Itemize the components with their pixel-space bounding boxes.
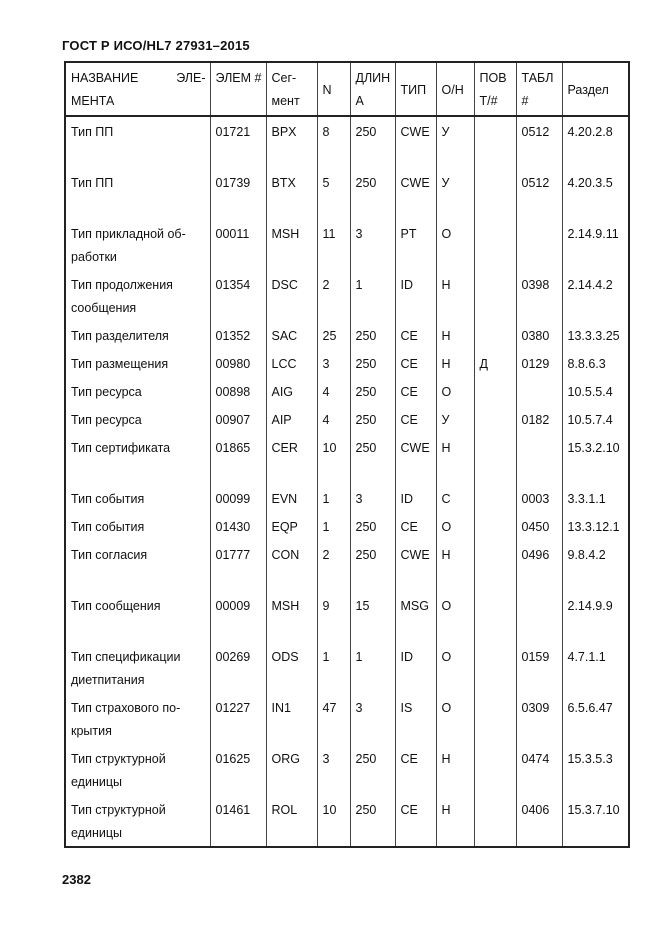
cell-tab: 0512	[516, 116, 562, 168]
cell-on: Н	[436, 270, 474, 321]
column-header-on: О/Н	[436, 62, 474, 116]
cell-n: 1	[317, 642, 350, 693]
cell-on: Н	[436, 321, 474, 349]
cell-len: 250	[350, 116, 395, 168]
cell-type: CE	[395, 349, 436, 377]
table-row	[65, 168, 629, 219]
cell-type: CE	[395, 405, 436, 433]
cell-tab: 0182	[516, 405, 562, 433]
table-row	[65, 377, 629, 405]
table-row	[65, 321, 629, 349]
cell-elem: 01721	[210, 116, 266, 168]
column-header-section: Раздел	[562, 62, 629, 116]
cell-name: Тип прикладной об-работки	[65, 219, 210, 270]
cell-len: 1	[350, 270, 395, 321]
cell-on: У	[436, 405, 474, 433]
table-row	[65, 693, 629, 744]
cell-name: Тип страхового по-крытия	[65, 693, 210, 744]
cell-on: О	[436, 377, 474, 405]
cell-type: CE	[395, 512, 436, 540]
cell-on: Н	[436, 540, 474, 591]
cell-rep: Д	[474, 349, 516, 377]
cell-name: Тип структурной единицы	[65, 795, 210, 847]
cell-len: 15	[350, 591, 395, 642]
cell-rep	[474, 795, 516, 847]
table-row	[65, 795, 629, 847]
cell-rep	[474, 116, 516, 168]
cell-n: 1	[317, 484, 350, 512]
cell-tab: 0450	[516, 512, 562, 540]
cell-on: О	[436, 642, 474, 693]
cell-n: 3	[317, 349, 350, 377]
cell-type: CE	[395, 321, 436, 349]
cell-rep	[474, 591, 516, 642]
cell-section: 4.20.3.5	[562, 168, 629, 219]
cell-section: 2.14.9.9	[562, 591, 629, 642]
cell-seg: CER	[266, 433, 317, 484]
table-row	[65, 642, 629, 693]
cell-len: 250	[350, 168, 395, 219]
table-row	[65, 433, 629, 484]
cell-tab: 0003	[516, 484, 562, 512]
cell-type: CWE	[395, 168, 436, 219]
cell-len: 250	[350, 349, 395, 377]
cell-n: 10	[317, 433, 350, 484]
cell-rep	[474, 693, 516, 744]
cell-section: 15.3.7.10	[562, 795, 629, 847]
cell-elem: 01625	[210, 744, 266, 795]
cell-tab: 0398	[516, 270, 562, 321]
table-row	[65, 540, 629, 591]
table-row	[65, 744, 629, 795]
table-header-row	[65, 62, 629, 116]
cell-name: Тип спецификации диетпитания	[65, 642, 210, 693]
cell-rep	[474, 433, 516, 484]
cell-elem: 00980	[210, 349, 266, 377]
cell-seg: ODS	[266, 642, 317, 693]
cell-elem: 01354	[210, 270, 266, 321]
table-body	[65, 116, 629, 847]
cell-tab	[516, 219, 562, 270]
cell-n: 1	[317, 512, 350, 540]
cell-rep	[474, 168, 516, 219]
cell-section: 4.20.2.8	[562, 116, 629, 168]
cell-elem: 00907	[210, 405, 266, 433]
cell-rep	[474, 540, 516, 591]
table-row	[65, 219, 629, 270]
cell-seg: MSH	[266, 219, 317, 270]
cell-type: ID	[395, 270, 436, 321]
cell-tab	[516, 433, 562, 484]
cell-seg: BPX	[266, 116, 317, 168]
cell-seg: EQP	[266, 512, 317, 540]
cell-rep	[474, 642, 516, 693]
cell-name: Тип события	[65, 484, 210, 512]
cell-n: 8	[317, 116, 350, 168]
cell-rep	[474, 219, 516, 270]
cell-elem: 01352	[210, 321, 266, 349]
cell-rep	[474, 484, 516, 512]
cell-n: 9	[317, 591, 350, 642]
cell-n: 10	[317, 795, 350, 847]
cell-on: О	[436, 591, 474, 642]
cell-elem: 01227	[210, 693, 266, 744]
cell-n: 2	[317, 270, 350, 321]
table-row	[65, 512, 629, 540]
cell-n: 11	[317, 219, 350, 270]
cell-len: 250	[350, 795, 395, 847]
cell-seg: MSH	[266, 591, 317, 642]
cell-name: Тип структурной единицы	[65, 744, 210, 795]
table-row	[65, 270, 629, 321]
cell-rep	[474, 321, 516, 349]
cell-type: CWE	[395, 116, 436, 168]
cell-section: 6.5.6.47	[562, 693, 629, 744]
cell-elem: 01430	[210, 512, 266, 540]
cell-type: CE	[395, 795, 436, 847]
cell-len: 1	[350, 642, 395, 693]
cell-tab: 0380	[516, 321, 562, 349]
cell-name: Тип ресурса	[65, 405, 210, 433]
cell-seg: AIG	[266, 377, 317, 405]
cell-rep	[474, 270, 516, 321]
cell-section: 4.7.1.1	[562, 642, 629, 693]
cell-len: 250	[350, 405, 395, 433]
cell-on: У	[436, 116, 474, 168]
cell-rep	[474, 744, 516, 795]
cell-type: ID	[395, 642, 436, 693]
cell-section: 15.3.5.3	[562, 744, 629, 795]
cell-n: 4	[317, 405, 350, 433]
cell-type: PT	[395, 219, 436, 270]
cell-section: 10.5.5.4	[562, 377, 629, 405]
cell-len: 250	[350, 433, 395, 484]
cell-section: 13.3.3.25	[562, 321, 629, 349]
column-header-n: N	[317, 62, 350, 116]
cell-tab	[516, 377, 562, 405]
cell-seg: CON	[266, 540, 317, 591]
cell-elem: 00009	[210, 591, 266, 642]
cell-seg: BTX	[266, 168, 317, 219]
cell-len: 250	[350, 540, 395, 591]
cell-section: 13.3.12.1	[562, 512, 629, 540]
cell-n: 4	[317, 377, 350, 405]
cell-name: Тип продолжения сообщения	[65, 270, 210, 321]
cell-on: О	[436, 693, 474, 744]
cell-len: 3	[350, 693, 395, 744]
cell-len: 3	[350, 484, 395, 512]
cell-tab: 0406	[516, 795, 562, 847]
cell-type: CWE	[395, 540, 436, 591]
cell-on: Н	[436, 433, 474, 484]
cell-elem: 00011	[210, 219, 266, 270]
cell-name: Тип сертификата	[65, 433, 210, 484]
cell-rep	[474, 377, 516, 405]
cell-n: 5	[317, 168, 350, 219]
cell-section: 2.14.4.2	[562, 270, 629, 321]
cell-on: С	[436, 484, 474, 512]
cell-n: 2	[317, 540, 350, 591]
cell-type: IS	[395, 693, 436, 744]
cell-seg: DSC	[266, 270, 317, 321]
cell-seg: LCC	[266, 349, 317, 377]
cell-name: Тип сообщения	[65, 591, 210, 642]
cell-type: MSG	[395, 591, 436, 642]
cell-tab: 0159	[516, 642, 562, 693]
table-row	[65, 349, 629, 377]
cell-tab: 0512	[516, 168, 562, 219]
cell-seg: EVN	[266, 484, 317, 512]
table-row	[65, 591, 629, 642]
cell-tab: 0129	[516, 349, 562, 377]
cell-n: 47	[317, 693, 350, 744]
column-header-elem: ЭЛЕМ #	[210, 62, 266, 116]
cell-type: CWE	[395, 433, 436, 484]
cell-elem: 00099	[210, 484, 266, 512]
cell-name: Тип согласия	[65, 540, 210, 591]
cell-seg: ORG	[266, 744, 317, 795]
cell-type: CE	[395, 744, 436, 795]
column-header-len: ДЛИНА	[350, 62, 395, 116]
cell-elem: 01739	[210, 168, 266, 219]
cell-seg: ROL	[266, 795, 317, 847]
column-header-rep: ПОВТ/#	[474, 62, 516, 116]
page-number: 2382	[62, 872, 91, 887]
data-element-table	[64, 61, 630, 848]
cell-len: 3	[350, 219, 395, 270]
cell-seg: AIP	[266, 405, 317, 433]
cell-name: Тип ПП	[65, 116, 210, 168]
column-header-tab: ТАБЛ#	[516, 62, 562, 116]
cell-on: О	[436, 219, 474, 270]
cell-len: 250	[350, 744, 395, 795]
cell-len: 250	[350, 512, 395, 540]
column-header-type: ТИП	[395, 62, 436, 116]
table-row	[65, 484, 629, 512]
cell-tab: 0474	[516, 744, 562, 795]
cell-on: Н	[436, 349, 474, 377]
cell-seg: IN1	[266, 693, 317, 744]
cell-len: 250	[350, 321, 395, 349]
cell-n: 25	[317, 321, 350, 349]
cell-elem: 01777	[210, 540, 266, 591]
document-header: ГОСТ Р ИСО/HL7 27931–2015	[62, 38, 250, 53]
cell-elem: 01865	[210, 433, 266, 484]
table-row	[65, 405, 629, 433]
cell-on: У	[436, 168, 474, 219]
cell-section: 2.14.9.11	[562, 219, 629, 270]
cell-elem: 01461	[210, 795, 266, 847]
cell-name: Тип ресурса	[65, 377, 210, 405]
cell-section: 3.3.1.1	[562, 484, 629, 512]
cell-section: 10.5.7.4	[562, 405, 629, 433]
cell-on: Н	[436, 795, 474, 847]
column-header-name: НАЗВАНИЕ ЭЛЕ-МЕНТА	[65, 62, 210, 116]
cell-on: О	[436, 512, 474, 540]
cell-type: ID	[395, 484, 436, 512]
cell-name: Тип размещения	[65, 349, 210, 377]
column-header-seg: Сег-мент	[266, 62, 317, 116]
cell-section: 15.3.2.10	[562, 433, 629, 484]
cell-name: Тип события	[65, 512, 210, 540]
cell-on: Н	[436, 744, 474, 795]
cell-section: 8.8.6.3	[562, 349, 629, 377]
cell-name: Тип разделителя	[65, 321, 210, 349]
cell-elem: 00898	[210, 377, 266, 405]
cell-name: Тип ПП	[65, 168, 210, 219]
table-row	[65, 116, 629, 168]
cell-n: 3	[317, 744, 350, 795]
cell-tab: 0496	[516, 540, 562, 591]
cell-seg: SAC	[266, 321, 317, 349]
cell-rep	[474, 405, 516, 433]
cell-tab: 0309	[516, 693, 562, 744]
cell-tab	[516, 591, 562, 642]
cell-type: CE	[395, 377, 436, 405]
cell-len: 250	[350, 377, 395, 405]
cell-section: 9.8.4.2	[562, 540, 629, 591]
cell-rep	[474, 512, 516, 540]
cell-elem: 00269	[210, 642, 266, 693]
